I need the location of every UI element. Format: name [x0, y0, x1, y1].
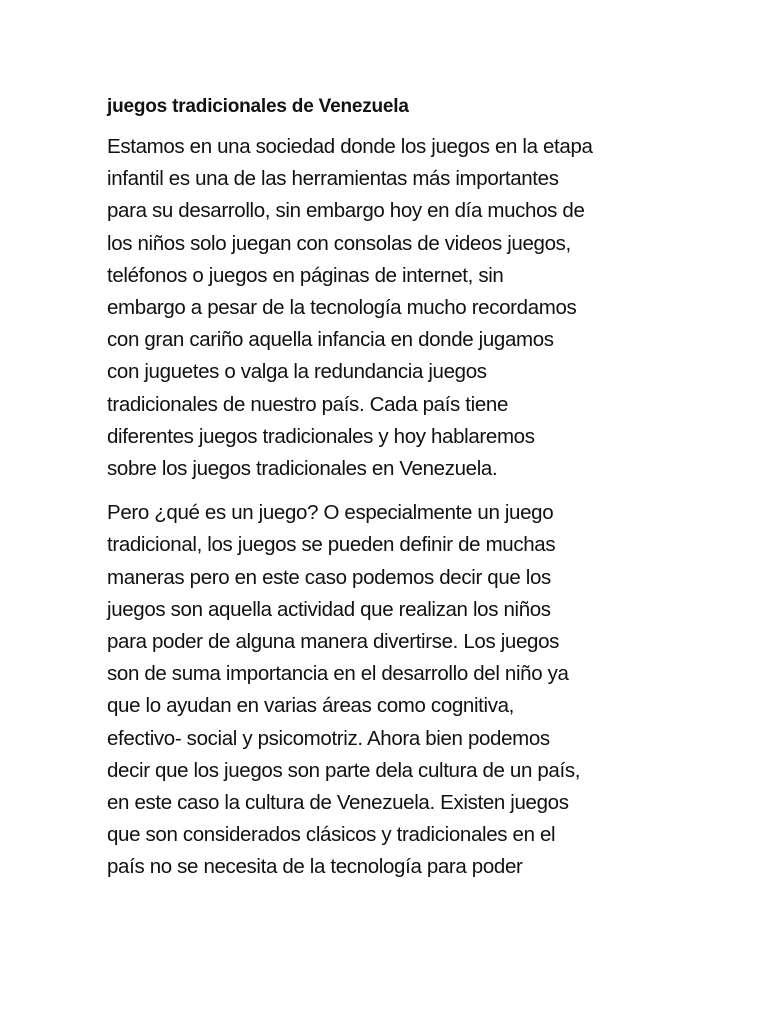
paragraph-line: infantil es una de las herramientas más importantes [107, 167, 559, 191]
paragraph-line: maneras pero en este caso podemos decir que los [107, 565, 551, 589]
paragraph-definition [107, 497, 707, 883]
paragraph-line: son de suma importancia en el desarrollo del niño ya [107, 662, 569, 686]
paragraph-line: embargo a pesar de la tecnología mucho recordamos [107, 296, 577, 320]
paragraph-line: sobre los juegos tradicionales en Venezuela. [107, 457, 498, 481]
paragraph-line: Estamos en una sociedad donde los juegos en la etapa [107, 135, 593, 158]
paragraph-line: diferentes juegos tradicionales y hoy hablaremos [107, 424, 535, 448]
paragraph-line: teléfonos o juegos en páginas de internet, sin [107, 263, 504, 287]
paragraph-line: efectivo- social y psicomotriz. Ahora bien podemos [107, 726, 550, 750]
paragraph-intro [107, 131, 707, 485]
paragraph-line: tradicionales de nuestro país. Cada país tiene [107, 392, 508, 416]
paragraph-line: con juguetes o valga la redundancia juegos [107, 360, 487, 384]
paragraph-line: que lo ayudan en varias áreas como cognitiva, [107, 694, 515, 718]
paragraph-line: para su desarrollo, sin embargo hoy en día muchos de [107, 199, 585, 223]
paragraph-line: Pero ¿qué es un juego? O especialmente un juego [107, 501, 554, 525]
paragraph-line: juegos son aquella actividad que realizan los niños [107, 597, 551, 621]
paragraph-line: con gran cariño aquella infancia en donde jugamos [107, 328, 554, 352]
paragraph-line: decir que los juegos son parte dela cultura de un país, [107, 758, 581, 782]
paragraph-line: en este caso la cultura de Venezuela. Existen juegos [107, 791, 569, 815]
paragraph-line: para poder de alguna manera divertirse. Los juegos [107, 630, 560, 654]
paragraph-line: tradicional, los juegos se pueden definir de muchas [107, 533, 556, 557]
document-title: juegos tradicionales de Venezuela [107, 96, 409, 117]
paragraph-line: país no se necesita de la tecnología para poder [107, 855, 523, 879]
document-content [107, 94, 707, 896]
paragraph-line: que son considerados clásicos y tradicionales en el [107, 823, 556, 847]
paragraph-line: los niños solo juegan con consolas de videos juegos, [107, 231, 571, 255]
